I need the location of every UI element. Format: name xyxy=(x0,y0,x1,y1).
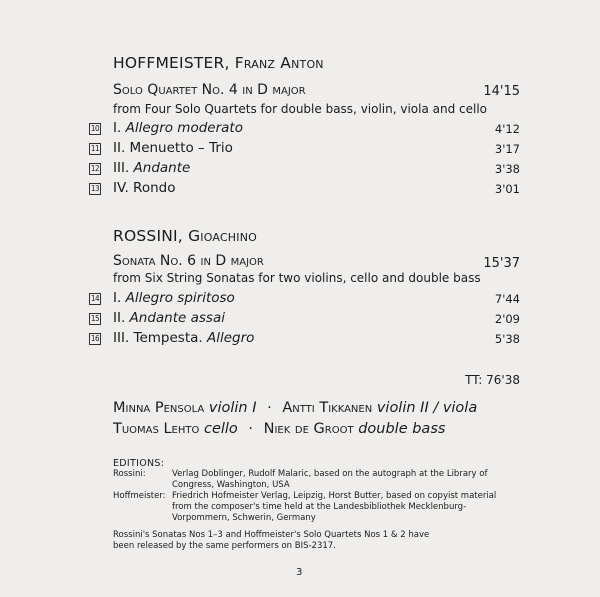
release-note: Rossini's Sonatas Nos 1–3 and Hoffmeister's Solo Quartets Nos 1 & 2 have been released by the same performers on BIS-2317. xyxy=(113,530,430,551)
work-duration-hoffmeister: 14'15 xyxy=(483,84,520,99)
separator-dot: · xyxy=(267,400,272,416)
performers-line-2 xyxy=(113,421,445,437)
work-duration-rossini: 15'37 xyxy=(483,256,520,271)
track-row xyxy=(89,120,520,138)
performer-name: Niek de Groot xyxy=(263,421,354,437)
work-title-rossini: Sonata No. 6 in D major xyxy=(113,253,264,269)
track-duration: 7'44 xyxy=(494,292,520,306)
composer-surname: ROSSINI xyxy=(113,227,178,245)
track-duration: 3'01 xyxy=(494,182,520,196)
track-title: II. Menuetto – Trio xyxy=(113,140,233,156)
composer-firstname: Franz Anton xyxy=(234,54,324,72)
edition-value-rossini: Verlag Doblinger, Rudolf Malaric, based on the autograph at the Library of Congress, Washington, USA xyxy=(172,469,488,490)
edition-key-hoffmeister: Hoffmeister: xyxy=(113,491,166,501)
page-number: 3 xyxy=(296,567,303,578)
track-number: 13 xyxy=(90,184,100,193)
track-duration: 2'09 xyxy=(494,312,520,326)
total-time: TT: 76'38 xyxy=(465,373,520,387)
edition-value-hoffmeister: Friedrich Hofmeister Verlag, Leipzig, Horst Butter, based on copyist material from the composer's time held at the Landesbibliothek Mecklenburg-Vorpommern, Schwerin, Germany xyxy=(172,491,497,523)
track-title: III. Tempesta. Allegro xyxy=(113,330,255,346)
performer-name: Minna Pensola xyxy=(113,400,205,416)
track-number: 12 xyxy=(90,164,100,173)
track-row xyxy=(89,160,520,178)
track-title: I. Allegro spiritoso xyxy=(113,290,235,306)
track-number: 15 xyxy=(90,314,100,323)
composer-firstname: Gioachino xyxy=(188,227,257,245)
track-row xyxy=(89,180,520,198)
work-subtitle-hoffmeister: from Four Solo Quartets for double bass, violin, viola and cello xyxy=(113,102,488,116)
editions-heading: EDITIONS: xyxy=(113,458,165,469)
track-duration: 3'17 xyxy=(494,142,520,156)
track-duration: 5'38 xyxy=(494,332,520,346)
composer-surname: HOFFMEISTER xyxy=(113,54,225,72)
track-title: III. Andante xyxy=(113,160,191,176)
performer-role: violin II / viola xyxy=(376,400,478,416)
performer-name: Tuomas Lehto xyxy=(113,421,200,437)
track-row xyxy=(89,290,520,308)
track-number: 14 xyxy=(90,294,100,303)
composer-rossini: ROSSINI, Gioachino xyxy=(113,227,257,245)
separator-dot: · xyxy=(248,421,254,437)
performer-role: violin I xyxy=(208,400,257,416)
composer-hoffmeister: HOFFMEISTER, Franz Anton xyxy=(113,54,324,72)
track-title: II. Andante assai xyxy=(113,310,225,326)
track-number: 11 xyxy=(90,144,100,153)
track-number: 16 xyxy=(90,334,100,343)
edition-key-rossini: Rossini: xyxy=(113,469,146,479)
track-row xyxy=(89,310,520,328)
work-subtitle-rossini: from Six String Sonatas for two violins, cello and double bass xyxy=(113,271,481,285)
track-title: IV. Rondo xyxy=(113,180,176,196)
performer-name: Antti Tikkanen xyxy=(282,400,373,416)
performers-line-1 xyxy=(113,400,477,416)
track-title: I. Allegro moderato xyxy=(113,120,243,136)
track-row xyxy=(89,330,520,348)
performer-role: double bass xyxy=(358,421,446,437)
track-number: 10 xyxy=(90,124,100,133)
track-row xyxy=(89,140,520,158)
performer-role: cello xyxy=(203,421,238,437)
track-duration: 3'38 xyxy=(494,162,520,176)
track-duration: 4'12 xyxy=(494,122,520,136)
work-title-hoffmeister: Solo Quartet No. 4 in D major xyxy=(113,82,306,98)
